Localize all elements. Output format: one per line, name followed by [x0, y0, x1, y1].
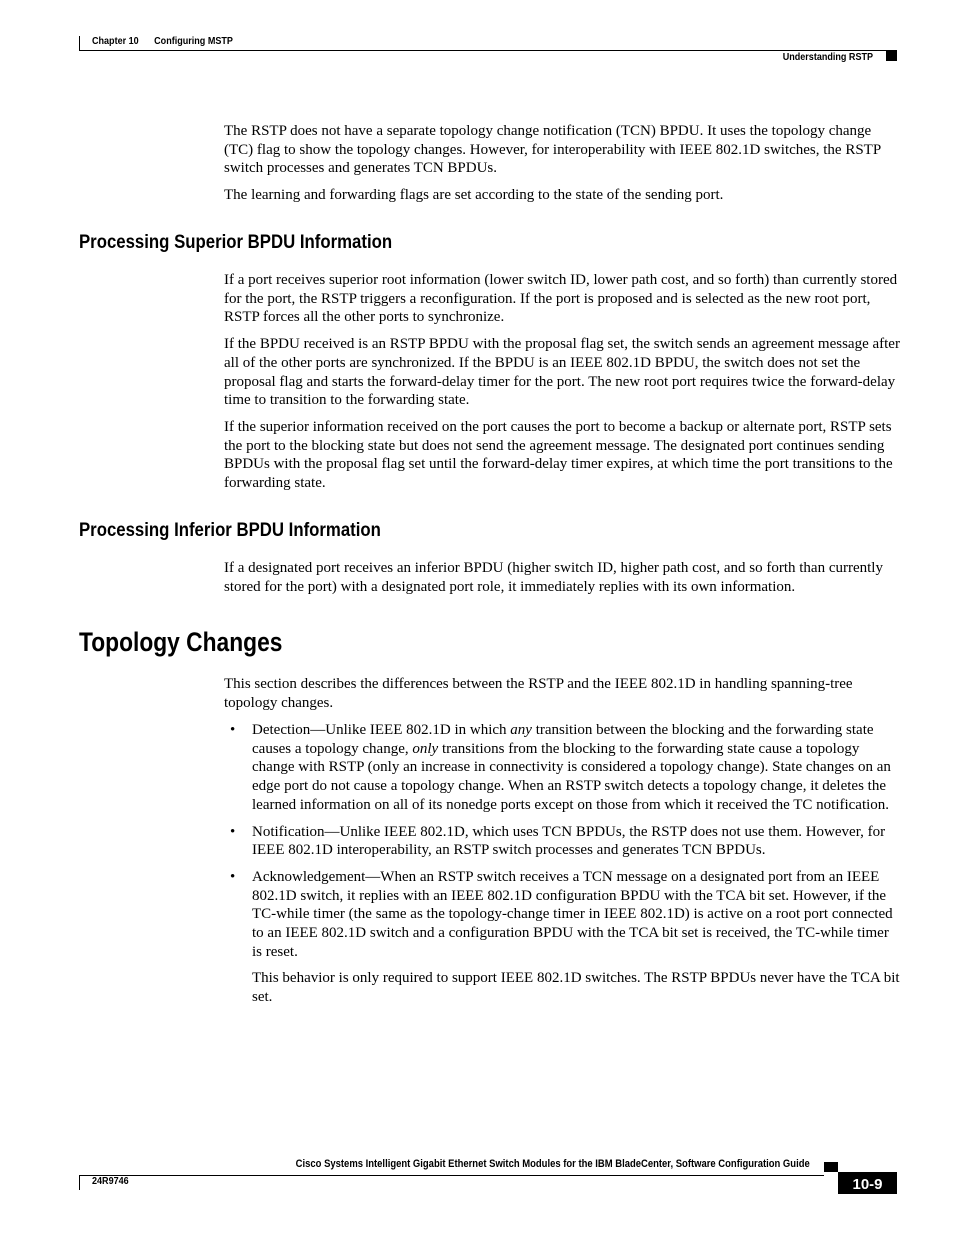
intro-paragraph-2: The learning and forwarding flags are set according to the state of the sending port.	[224, 187, 724, 204]
intro-block	[224, 122, 900, 205]
superior-block	[224, 271, 900, 493]
chapter-title: Configuring MSTP	[154, 35, 233, 47]
superior-paragraph-3: If the superior information received on the port causes the port to become a backup or alternate port, RSTP sets the port to the blocking state but does not send the agreement message. The designated port continues sending BPDUs with the proposal flag set until the forward-delay timer expires, at which time the port transitions to the forwarding state.	[224, 418, 893, 492]
superior-paragraph-1: If a port receives superior root information (lower switch ID, lower path cost, and so forth) than currently stored for the port, the RSTP triggers a reconfiguration. If the port is proposed and is selected as the new root port, RSTP forces all the other ports to synchronize.	[224, 272, 898, 326]
topology-bullet-list	[224, 721, 900, 1007]
header-chapter	[92, 35, 233, 47]
emphasis-only: only	[412, 740, 439, 757]
intro-paragraph-1: The RSTP does not have a separate topology change notification (TCN) BPDU. It uses the topology change (TC) flag to show the topology changes. However, for interoperability with IEEE 802.1D switches, the RSTP switch processes and generates TCN BPDUs.	[224, 123, 881, 177]
footer-rule	[79, 1175, 824, 1176]
header-rule-vertical	[79, 36, 80, 51]
heading-topology-changes: Topology Changes	[79, 627, 283, 657]
superior-paragraph-2: If the BPDU received is an RSTP BPDU with the proposal flag set, the switch sends an agreement message after all of the other ports are synchronized. If the BPDU is an IEEE 802.1D BPDU, the switch does not set the proposal flag and starts the forward-delay timer for the port. The new root port requires twice the forward-delay time to transition to the forwarding state.	[224, 336, 900, 409]
inferior-block	[224, 559, 900, 596]
acknowledgement-note: This behavior is only required to support IEEE 802.1D switches. The RSTP BPDUs never have the TCA bit set.	[252, 970, 900, 1006]
page-number: 10-9	[838, 1172, 897, 1194]
topology-intro-block	[224, 675, 900, 712]
heading-inferior-bpdu: Processing Inferior BPDU Information	[79, 519, 381, 541]
bullet-detection: • Detection—Unlike IEEE 802.1D in which any transition between the blocking and the forwarding state causes a topology change, only transitions from the blocking to the forwarding state cause a topology change with RSTP (only an increase in connectivity is considered a topology change). State changes on an edge port do not cause a topology change. When an RSTP switch detects a topology change, it deletes the learned information on all of its nonedge ports except on those from which it received the TC notification.	[230, 722, 891, 813]
bullet-icon: •	[230, 823, 236, 840]
header-section-title: Understanding RSTP	[782, 51, 873, 63]
heading-superior-bpdu: Processing Superior BPDU Information	[79, 231, 393, 253]
topology-intro-paragraph: This section describes the differences between the RSTP and the IEEE 802.1D in handling spanning-tree topology changes.	[224, 676, 853, 711]
bullet-notification: • Notification—Unlike IEEE 802.1D, which uses TCN BPDUs, the RSTP does not use them. However, for IEEE 802.1D interoperability, an RSTP switch processes and generates TCN BPDUs.	[230, 823, 886, 859]
inferior-paragraph-1: If a designated port receives an inferior BPDU (higher switch ID, higher path cost, and so forth than currently stored for the port) with a designated port role, it immediately replies with its own information.	[224, 560, 883, 595]
footer-book-title: Cisco Systems Intelligent Gigabit Ethernet Switch Modules for the IBM BladeCenter, Software Configuration Guide	[295, 1158, 810, 1170]
bullet-icon: •	[230, 722, 236, 738]
header-rule	[79, 50, 897, 51]
footer-page-tab	[824, 1162, 838, 1172]
footer-doc-number: 24R9746	[92, 1175, 129, 1187]
chapter-number: Chapter 10	[92, 35, 139, 47]
bullet-acknowledgement: • Acknowledgement—When an RSTP switch receives a TCN message on a designated port from an IEEE 802.1D switch, it replies with an IEEE 802.1D configuration BPDU with the TCA bit set. However, if the TC-while timer (the same as the topology-change timer in IEEE 802.1D) is active on a root port connected to an IEEE 802.1D switch and a configuration BPDU with the TCA bit set is received, the TC-while timer is reset. This behavior is only required to support IEEE 802.1D switches. The RSTP BPDUs never have the TCA bit set.	[230, 868, 900, 1006]
emphasis-any: any	[510, 722, 532, 738]
bullet-icon: •	[230, 868, 236, 885]
header-marker	[886, 51, 897, 61]
footer-rule-vertical	[79, 1175, 80, 1190]
